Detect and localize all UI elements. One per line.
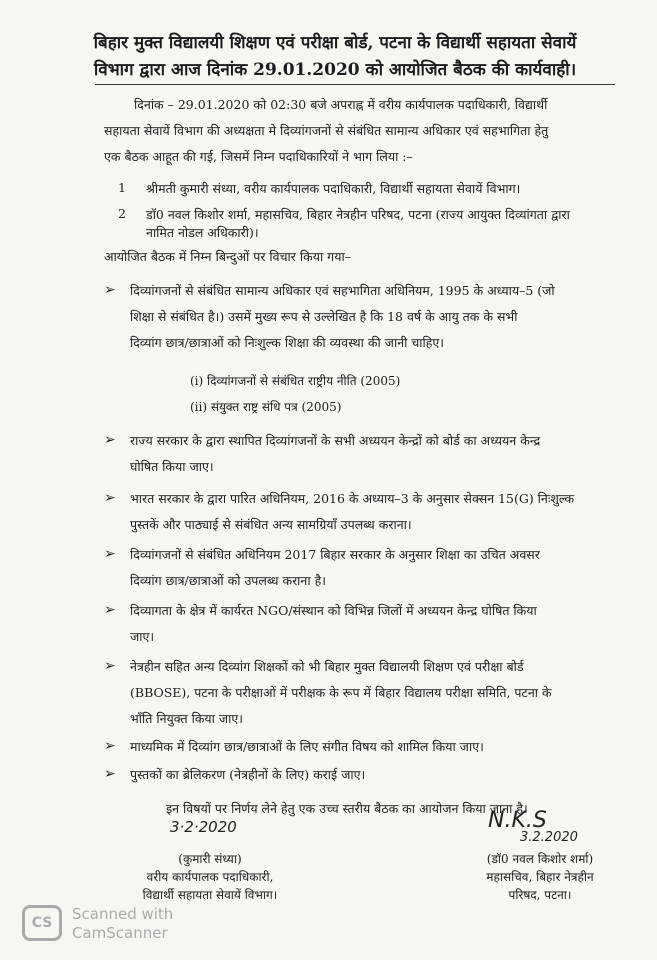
point-line: माध्यमिक में दिव्यांग छात्र/छात्राओं के लिए संगीत विषय को शामिल किया जाए। <box>130 739 484 754</box>
arrow-bullet-icon: ➢ <box>104 282 116 298</box>
signature-block-left <box>120 850 300 904</box>
point-line: दिव्यागता के क्षेत्र में कार्यरत NGO/संस्थान को विभिन्न जिलों में अध्ययन केन्द्र घोषित किया <box>130 603 537 618</box>
point-line: दिव्यांगजनों से संबंधित अधिनियम 2017 बिहार सरकार के अनुसार शिक्षा का उचित अवसर <box>130 547 540 562</box>
arrow-bullet-icon: ➢ <box>104 432 116 448</box>
conclusion: इन विषयों पर निर्णय लेने हेतु एक उच्च स्तरीय बैठक का आयोजन किया जाना है। <box>166 801 528 816</box>
points-intro: आयोजित बैठक में निम्न बिन्दुओं पर विचार किया गया– <box>104 249 351 264</box>
point-line: पुस्तकें और पाठ्याई से संबंधित अन्य सामग्रियाँ उपलब्ध कराना। <box>130 517 412 532</box>
signatory-designation: विद्यार्थी सहायता सेवायें विभाग। <box>142 888 278 902</box>
intro-line-1: दिनांक – 29.01.2020 को 02:30 बजे अपराह्न में वरीय कार्यपालक पदाधिकारी, विद्यार्थी <box>134 97 548 112</box>
arrow-bullet-icon: ➢ <box>104 738 116 754</box>
point-line: घोषित किया जाए। <box>130 459 214 474</box>
point-line: भारत सरकार के द्वारा पारित अधिनियम, 2016 के अध्याय–3 के अनुसार सेक्सन 15(G) निःशुल्क <box>130 491 575 506</box>
point-line: दिव्यांगजनों से संबंधित सामान्य अधिकार एवं सहभागिता अधिनियम, 1995 के अध्याय–5 (जो <box>130 283 555 298</box>
participant-item: डॉ0 नवल किशोर शर्मा, महासचिव, बिहार नेत्रहीन परिषद, पटना (राज्य आयुक्त दिव्यांगता द्वारा <box>146 207 570 222</box>
title-line-1: बिहार मुक्त विद्यालयी शिक्षण एवं परीक्षा बोर्ड, पटना के विद्यार्थी सहायता सेवायें <box>93 33 577 53</box>
camscanner-watermark <box>72 905 173 943</box>
camscanner-logo-icon: CS <box>22 905 62 941</box>
signatory-designation: वरीय कार्यपालक पदाधिकारी, <box>146 870 274 884</box>
point-line: (BBOSE), पटना के परीक्षाओं में परीक्षक के रूप में बिहार विद्यालय परीक्षा समिति, पटना के <box>130 685 552 700</box>
participant-item-continued: नामित नोडल अधिकारी)। <box>146 225 259 240</box>
title-underline <box>95 84 615 85</box>
point-line: दिव्यांग छात्र/छात्राओं को निःशुल्क शिक्षा की व्यवस्था की जानी चाहिए। <box>130 335 445 350</box>
point-line: जाए। <box>130 629 155 644</box>
intro-line-3: एक बैठक आहूत की गई, जिसमें निम्न पदाधिकारियों ने भाग लिया :– <box>104 149 413 164</box>
point-line: दिव्यांग छात्र/छात्राओं को उपलब्ध कराना है। <box>130 573 326 588</box>
intro-line-2: सहायता सेवायें विभाग की अध्यक्षता मे दिव्यांगजनों से संबंधित सामान्य अधिकार एवं सहभागिता हेतु <box>104 123 549 138</box>
signature-date-right: 3.2.2020 <box>520 830 578 845</box>
signatory-designation: महासचिव, बिहार नेत्रहीन <box>486 870 594 884</box>
point-line: पुस्तकों का ब्रेलिकरण (नेत्रहीनों के लिए) कराई जाए। <box>130 767 366 782</box>
signature-scribble-right: N.K.S <box>488 808 547 833</box>
arrow-bullet-icon: ➢ <box>104 766 116 782</box>
point-line: नेत्रहीन सहित अन्य दिव्यांग शिक्षकों को भी बिहार मुक्त विद्यालयी शिक्षण एवं परीक्षा बोर्ड <box>130 659 524 674</box>
sub-point: (i) दिव्यांगजनों से संबंधित राष्ट्रीय नीति (2005) <box>190 374 401 388</box>
signature-scribble-left: 3·2·2020 <box>170 818 237 836</box>
arrow-bullet-icon: ➢ <box>104 602 116 618</box>
point-line: भाँति नियुक्त किया जाए। <box>130 711 244 726</box>
signatory-designation: परिषद, पटना। <box>508 888 572 902</box>
watermark-line-1: Scanned with <box>72 905 174 923</box>
participant-number: 2 <box>118 206 126 221</box>
title-line-2: विभाग द्वारा आज दिनांक 29.01.2020 को आयोजित बैठक की कार्यवाही। <box>93 60 577 80</box>
signatory-name: (डॉ0 नवल किशोर शर्मा) <box>486 852 594 866</box>
arrow-bullet-icon: ➢ <box>104 658 116 674</box>
point-line: शिक्षा से संबंधित है।) उसमें मुख्य रूप से उल्लेखित है कि 18 वर्ष के आयु तक के सभी <box>130 309 518 324</box>
participant-number: 1 <box>118 180 126 195</box>
participant-item: श्रीमती कुमारी संध्या, वरीय कार्यपालक पदाधिकारी, विद्यार्थी सहायता सेवायें विभाग। <box>146 181 521 196</box>
signature-block-right <box>460 850 620 904</box>
point-line: राज्य सरकार के द्वारा स्थापित दिव्यांगजनों के सभी अध्ययन केन्द्रों को बोर्ड का अध्ययन केन्द्र <box>130 433 541 448</box>
arrow-bullet-icon: ➢ <box>104 490 116 506</box>
watermark-line-2: CamScanner <box>72 924 168 942</box>
signatory-name: (कुमारी संध्या) <box>178 852 242 866</box>
document-title <box>40 30 630 84</box>
sub-point: (ii) संयुक्त राष्ट्र संधि पत्र (2005) <box>190 400 342 414</box>
arrow-bullet-icon: ➢ <box>104 546 116 562</box>
